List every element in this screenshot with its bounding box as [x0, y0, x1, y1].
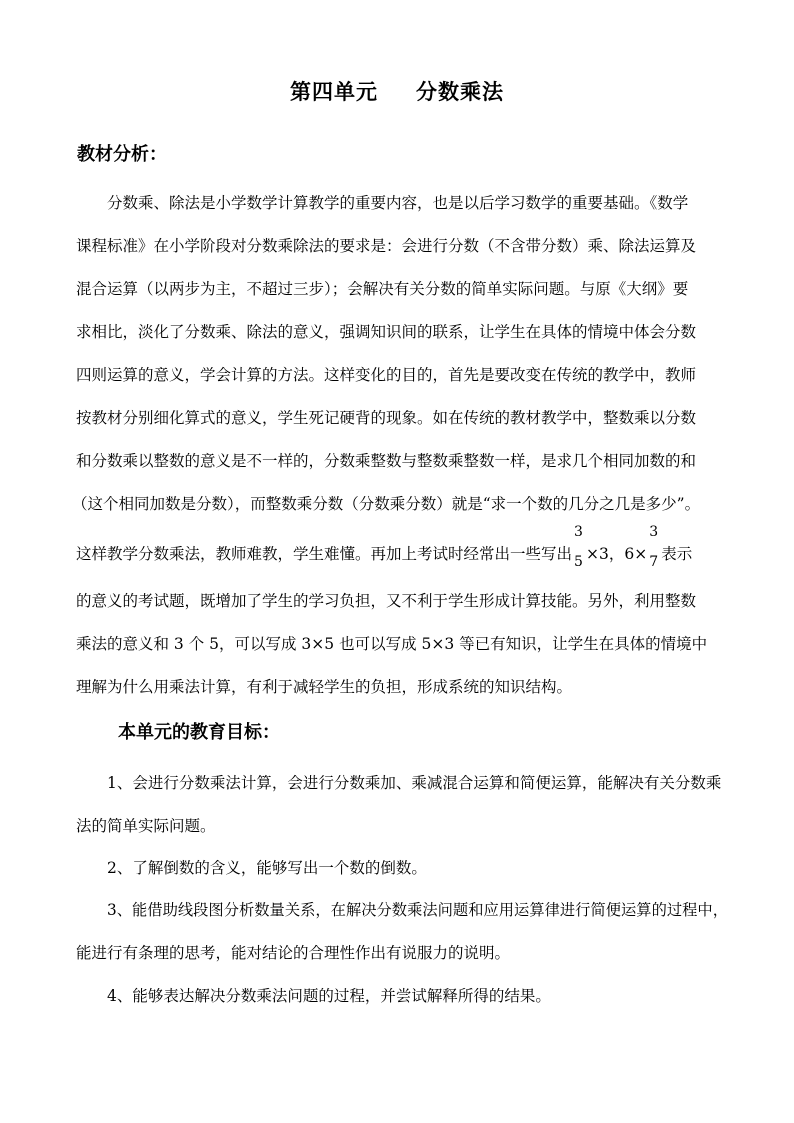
paragraph-line: 乘法的意义和 3 个 5，可以写成 3×5 也可以写成 5×3 等已有知识，让学生在具体的情境中 — [76, 635, 708, 653]
paragraph-line: 课程标准》在小学阶段对分数乘除法的要求是：会进行分数（不含带分数）乘、除法运算及 — [76, 237, 697, 255]
goal-line: 4、能够表达解决分数乘法问题的过程，并尝试解释所得的结果。 — [107, 987, 551, 1005]
fraction-line — [76, 524, 693, 570]
paragraph-line: 的意义的考试题，既增加了学生的学习负担，又不利于学生形成计算技能。另外，利用整数 — [76, 592, 697, 610]
goal-line: 2、了解倒数的含义，能够写出一个数的倒数。 — [107, 859, 427, 877]
goal-line: 3、能借助线段图分析数量关系，在解决分数乘法问题和应用运算律进行简便运算的过程中， — [107, 901, 728, 919]
fraction-line-middle: ×3，6× — [586, 545, 648, 563]
fraction-line-before: 这样教学分数乘法，教师难教，学生难懂。再加上考试时经常出一些写出 — [76, 545, 573, 563]
unit-topic: 分数乘法 — [416, 79, 504, 104]
paragraph-line: 理解为什么用乘法计算，有利于减轻学生的负担，形成系统的知识结构。 — [76, 678, 573, 696]
paragraph-line: 混合运算（以两步为主，不超过三步）；会解决有关分数的简单实际问题。与原《大纲》要 — [76, 280, 689, 298]
page-title — [0, 76, 794, 106]
paragraph-line: 和分数乘以整数的意义是不一样的，分数乘整数与整数乘整数一样，是求几个相同加数的和 — [76, 452, 697, 470]
paragraph-line: 分数乘、除法是小学数学计算教学的重要内容，也是以后学习数学的重要基础。《数学 — [107, 194, 689, 212]
fraction-line-after: 表示 — [661, 545, 693, 563]
fraction-denominator: 5 — [574, 554, 583, 570]
section-heading-analysis: 教材分析： — [77, 144, 167, 165]
fraction-denominator: 7 — [649, 554, 659, 570]
goal-line: 法的简单实际问题。 — [76, 817, 216, 835]
paragraph-line: （这个相同加数是分数），而整数乘分数（分数乘分数）就是“求一个数的几分之几是多少”。 — [72, 495, 701, 513]
fraction-three-sevenths — [649, 524, 659, 570]
paragraph-line: 按教材分别细化算式的意义，学生死记硬背的现象。如在传统的教材教学中，整数乘以分数 — [76, 409, 697, 427]
paragraph-line: 四则运算的意义，学会计算的方法。这样变化的目的，首先是要改变在传统的教学中，教师 — [76, 366, 697, 384]
fraction-three-fifths — [574, 524, 584, 570]
section-heading-goals: 本单元的教育目标： — [118, 722, 280, 743]
unit-number: 第四单元 — [290, 79, 378, 104]
fraction-numerator: 3 — [574, 524, 583, 540]
goal-line: 1、会进行分数乘法计算，会进行分数乘加、乘减混合运算和简便运算，能解决有关分数乘 — [107, 774, 722, 792]
fraction-numerator: 3 — [649, 524, 659, 540]
goal-line: 能进行有条理的思考，能对结论的合理性作出有说服力的说明。 — [76, 944, 511, 962]
paragraph-line: 求相比，淡化了分数乘、除法的意义，强调知识间的联系，让学生在具体的情境中体会分数 — [76, 323, 697, 341]
